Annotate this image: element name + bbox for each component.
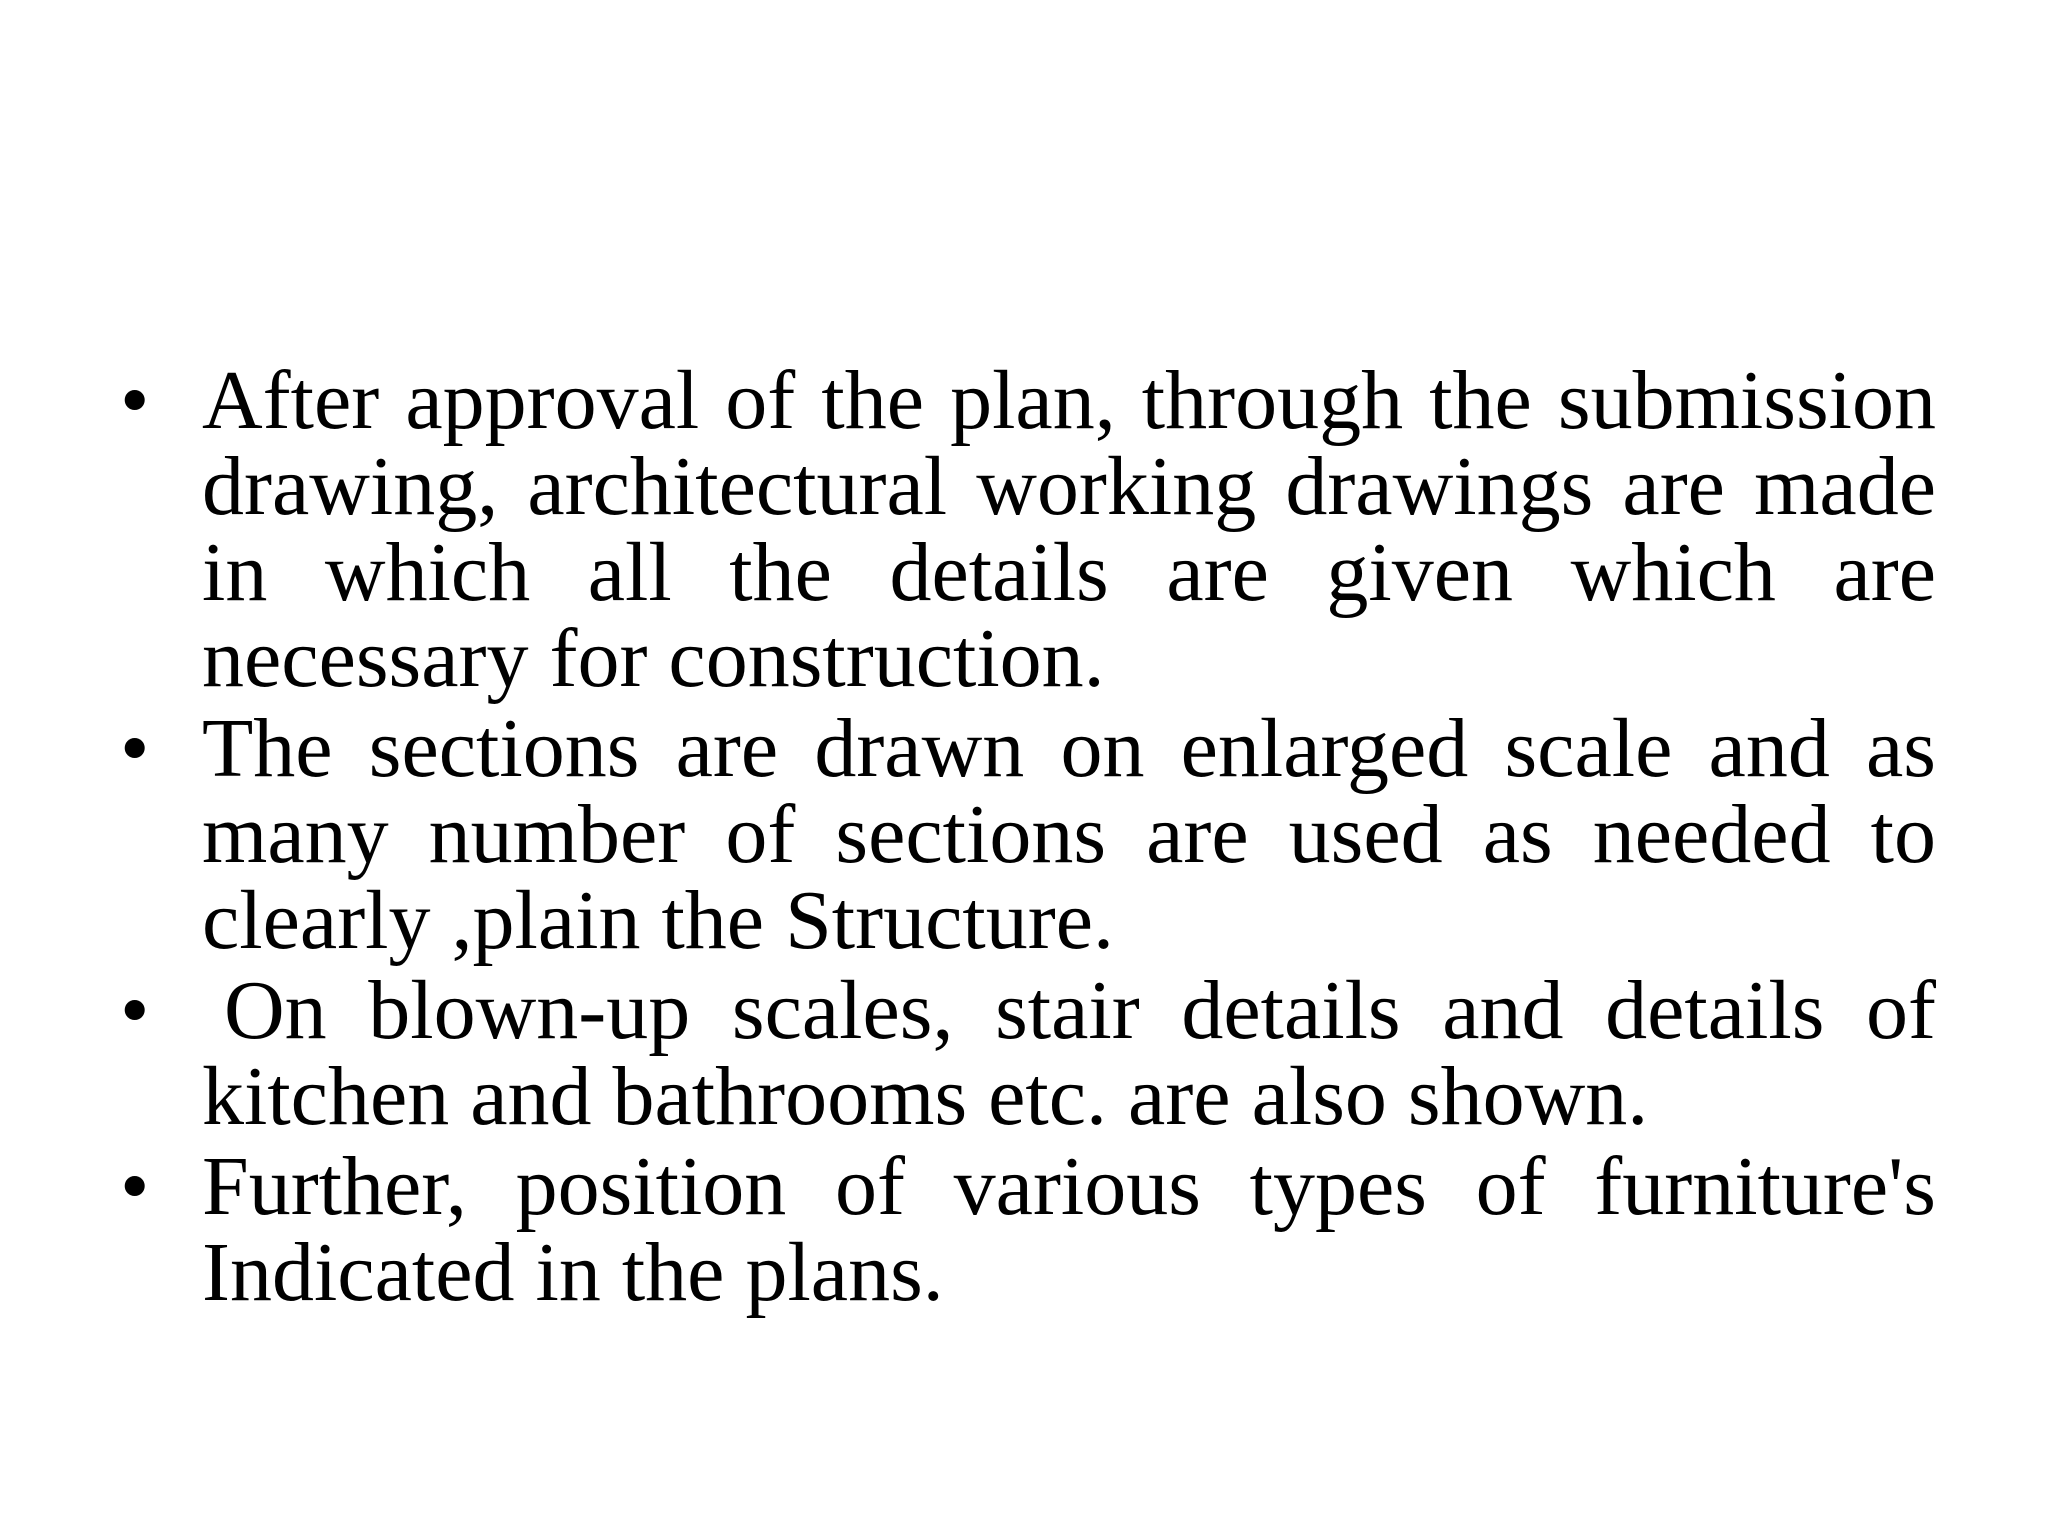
bullet-text-2: The sections are drawn on enlarged scale and as many number of sections are used as needed to clearly ,plain the Structure. (202, 702, 1936, 967)
bullet-text-4: Further, position of various types of furniture's Indicated in the plans. (202, 1140, 1936, 1319)
bullet-list (120, 354, 1936, 1320)
bullet-dot-icon: • (120, 354, 150, 447)
bullet-item-3 (120, 964, 1936, 1143)
bullet-item-1 (120, 354, 1936, 705)
bullet-dot-icon: • (120, 1140, 150, 1233)
bullet-dot-icon: • (120, 964, 150, 1057)
bullet-item-2 (120, 702, 1936, 967)
bullet-dot-icon: • (120, 702, 150, 795)
bullet-item-4 (120, 1140, 1936, 1319)
bullet-text-3: On blown-up scales, stair details and details of kitchen and bathrooms etc. are also shown. (202, 964, 1936, 1143)
bullet-text-1: After approval of the plan, through the submission drawing, architectural working drawings are made in which all the details are given which are necessary for construction. (202, 354, 1936, 705)
